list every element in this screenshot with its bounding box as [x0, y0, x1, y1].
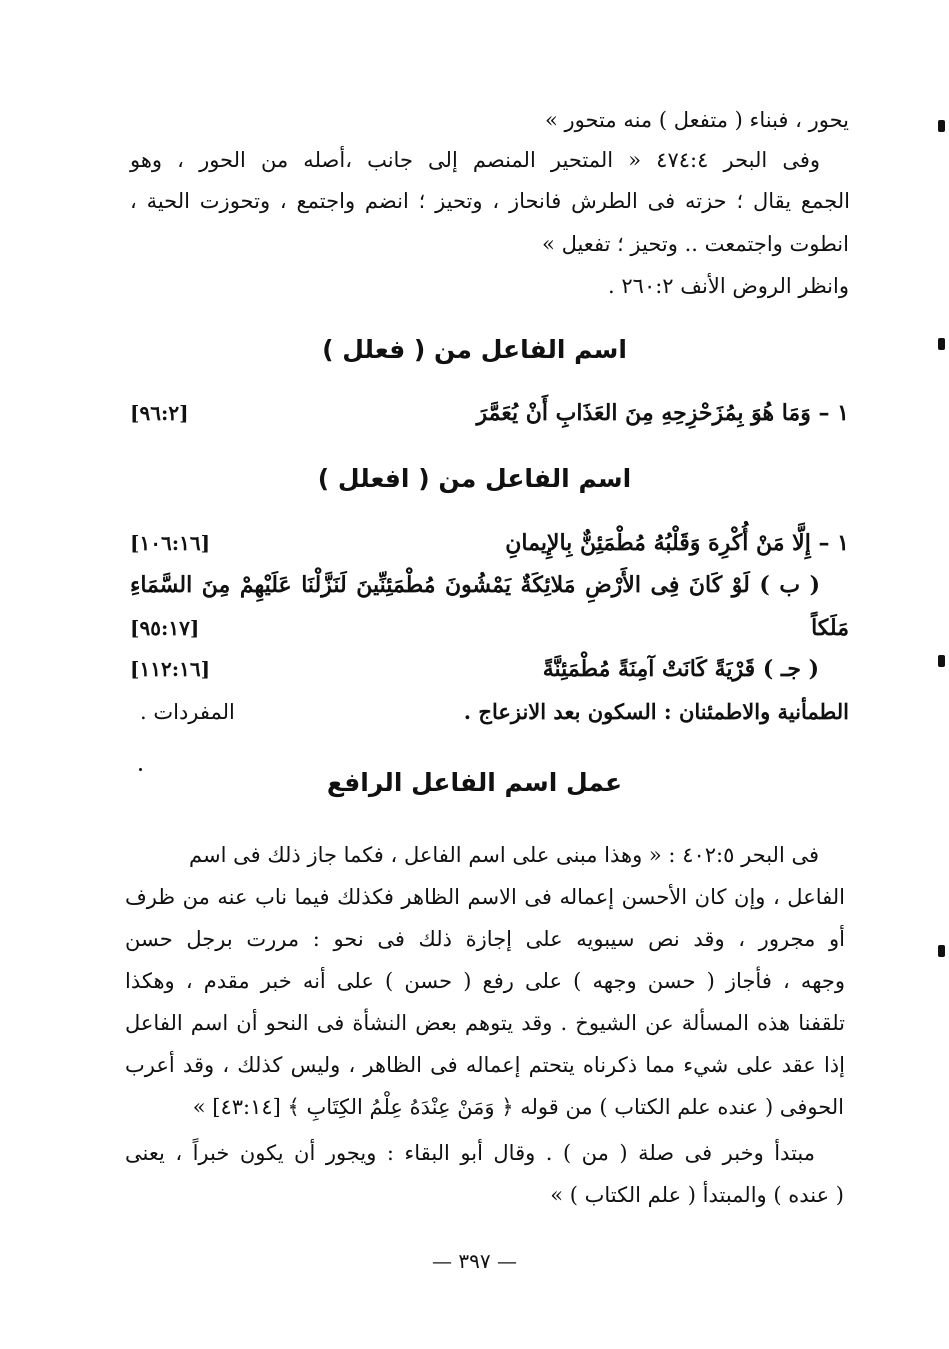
margin-mark: [938, 120, 945, 132]
section-heading: اسم الفاعل من ( افعلل ): [317, 464, 632, 493]
verse-reference: [١٠٦:١٦]: [130, 531, 211, 555]
verse-reference: [٩٦:٢]: [130, 401, 189, 425]
paragraph-line: ( عنده ) والمبتدأ ( علم الكتاب ) »: [550, 1183, 844, 1207]
page-number: — ٣٩٧ —: [432, 1249, 517, 1273]
text-line: وفى البحر ٤٧٤:٤ « المتحير المنصم إلى جانب ،أصله من الحور ، وهو: [130, 148, 820, 172]
verse-reference: [١١٢:١٦]: [130, 657, 211, 681]
paragraph-line: إذا عقد على شيء مما ذكرناه يتحتم إعماله فى الظاهر ، وليس كذلك ، وقد أعرب: [125, 1053, 845, 1077]
verse-line: ١ – وَمَا هُوَ بِمُزَحْزِحِهِ مِنَ العَذَابِ أَنْ يُعَمَّرَ: [476, 400, 849, 426]
section-heading: عمل اسم الفاعل الرافع: [326, 768, 623, 797]
margin-mark: [938, 655, 945, 667]
verse-line: ( ب ) لَوْ كَانَ فِى الأَرْضِ مَلائِكَةٌ يَمْشُونَ مُطْمَئِنِّينَ لَنَزَّلْنَا عَلَيْهِمْ مِنَ السَّمَاءِ: [130, 572, 820, 598]
paragraph-line: أو مجرور ، وقد نص سيبويه على إجازة ذلك فى نحو : مررت برجل حسن: [125, 927, 845, 951]
paragraph-line: تلقفنا هذه المسألة عن الشيوخ . وقد يتوهم بعض النشأة فى النحو أن اسم الفاعل: [125, 1011, 845, 1035]
text-line: وانظر الروض الأنف ٢٦٠:٢ .: [608, 274, 849, 298]
paragraph-line: الحوفى ( عنده علم الكتاب ) من قوله ﴿ وَمَنْ عِنْدَهُ عِلْمُ الكِتَابِ ﴾ [٤٣:١٤] »: [192, 1095, 844, 1119]
paragraph-line: مبتدأ وخبر فى صلة ( من ) . وقال أبو البقاء : ويجور أن يكون خبراً ، يعنى: [125, 1141, 815, 1165]
text-line: الجمع يقال ؛ حزته فى الطرش فانحاز ، وتحيز ؛ انضم واجتمع ، وتحوزت الحية ،: [130, 189, 850, 213]
paragraph-line: وجهه ، فأجاز ( حسن وجهه ) على رفع ( حسن ) على أنه خبر مقدم ، وهكذا: [125, 969, 845, 993]
verse-line: ( جـ ) قَرْيَةً كَانَتْ آمِنَةً مُطْمَئِنَّةً: [542, 656, 819, 682]
section-heading: اسم الفاعل من ( فعلل ): [322, 335, 627, 364]
verse-reference: [٩٥:١٧]: [130, 616, 200, 640]
definition-source: المفردات .: [140, 700, 235, 724]
verse-line: مَلَكاً: [811, 615, 849, 641]
text-line: انطوت واجتمعت .. وتحيز ؛ تفعيل »: [542, 232, 849, 256]
paragraph-line: فى البحر ٤٠٢:٥ : « وهذا مبنى على اسم الفاعل ، فكما جاز ذلك فى اسم: [189, 843, 819, 867]
margin-mark: [938, 945, 945, 957]
text-line: يحور ، فبناء ( متفعل ) منه متحور »: [544, 108, 849, 132]
definition-line: الطمأنية والاطمئنان : السكون بعد الانزعاج .: [463, 699, 849, 724]
verse-line: ١ – إِلَّا مَنْ أُكْرِهَ وَقَلْبُهُ مُطْمَئِنٌّ بِالإِيمانِ: [505, 530, 849, 556]
paragraph-line: الفاعل ، وإن كان الأحسن إعماله فى الاسم الظاهر فكذلك فيما ناب عنه من ظرف: [125, 885, 845, 909]
